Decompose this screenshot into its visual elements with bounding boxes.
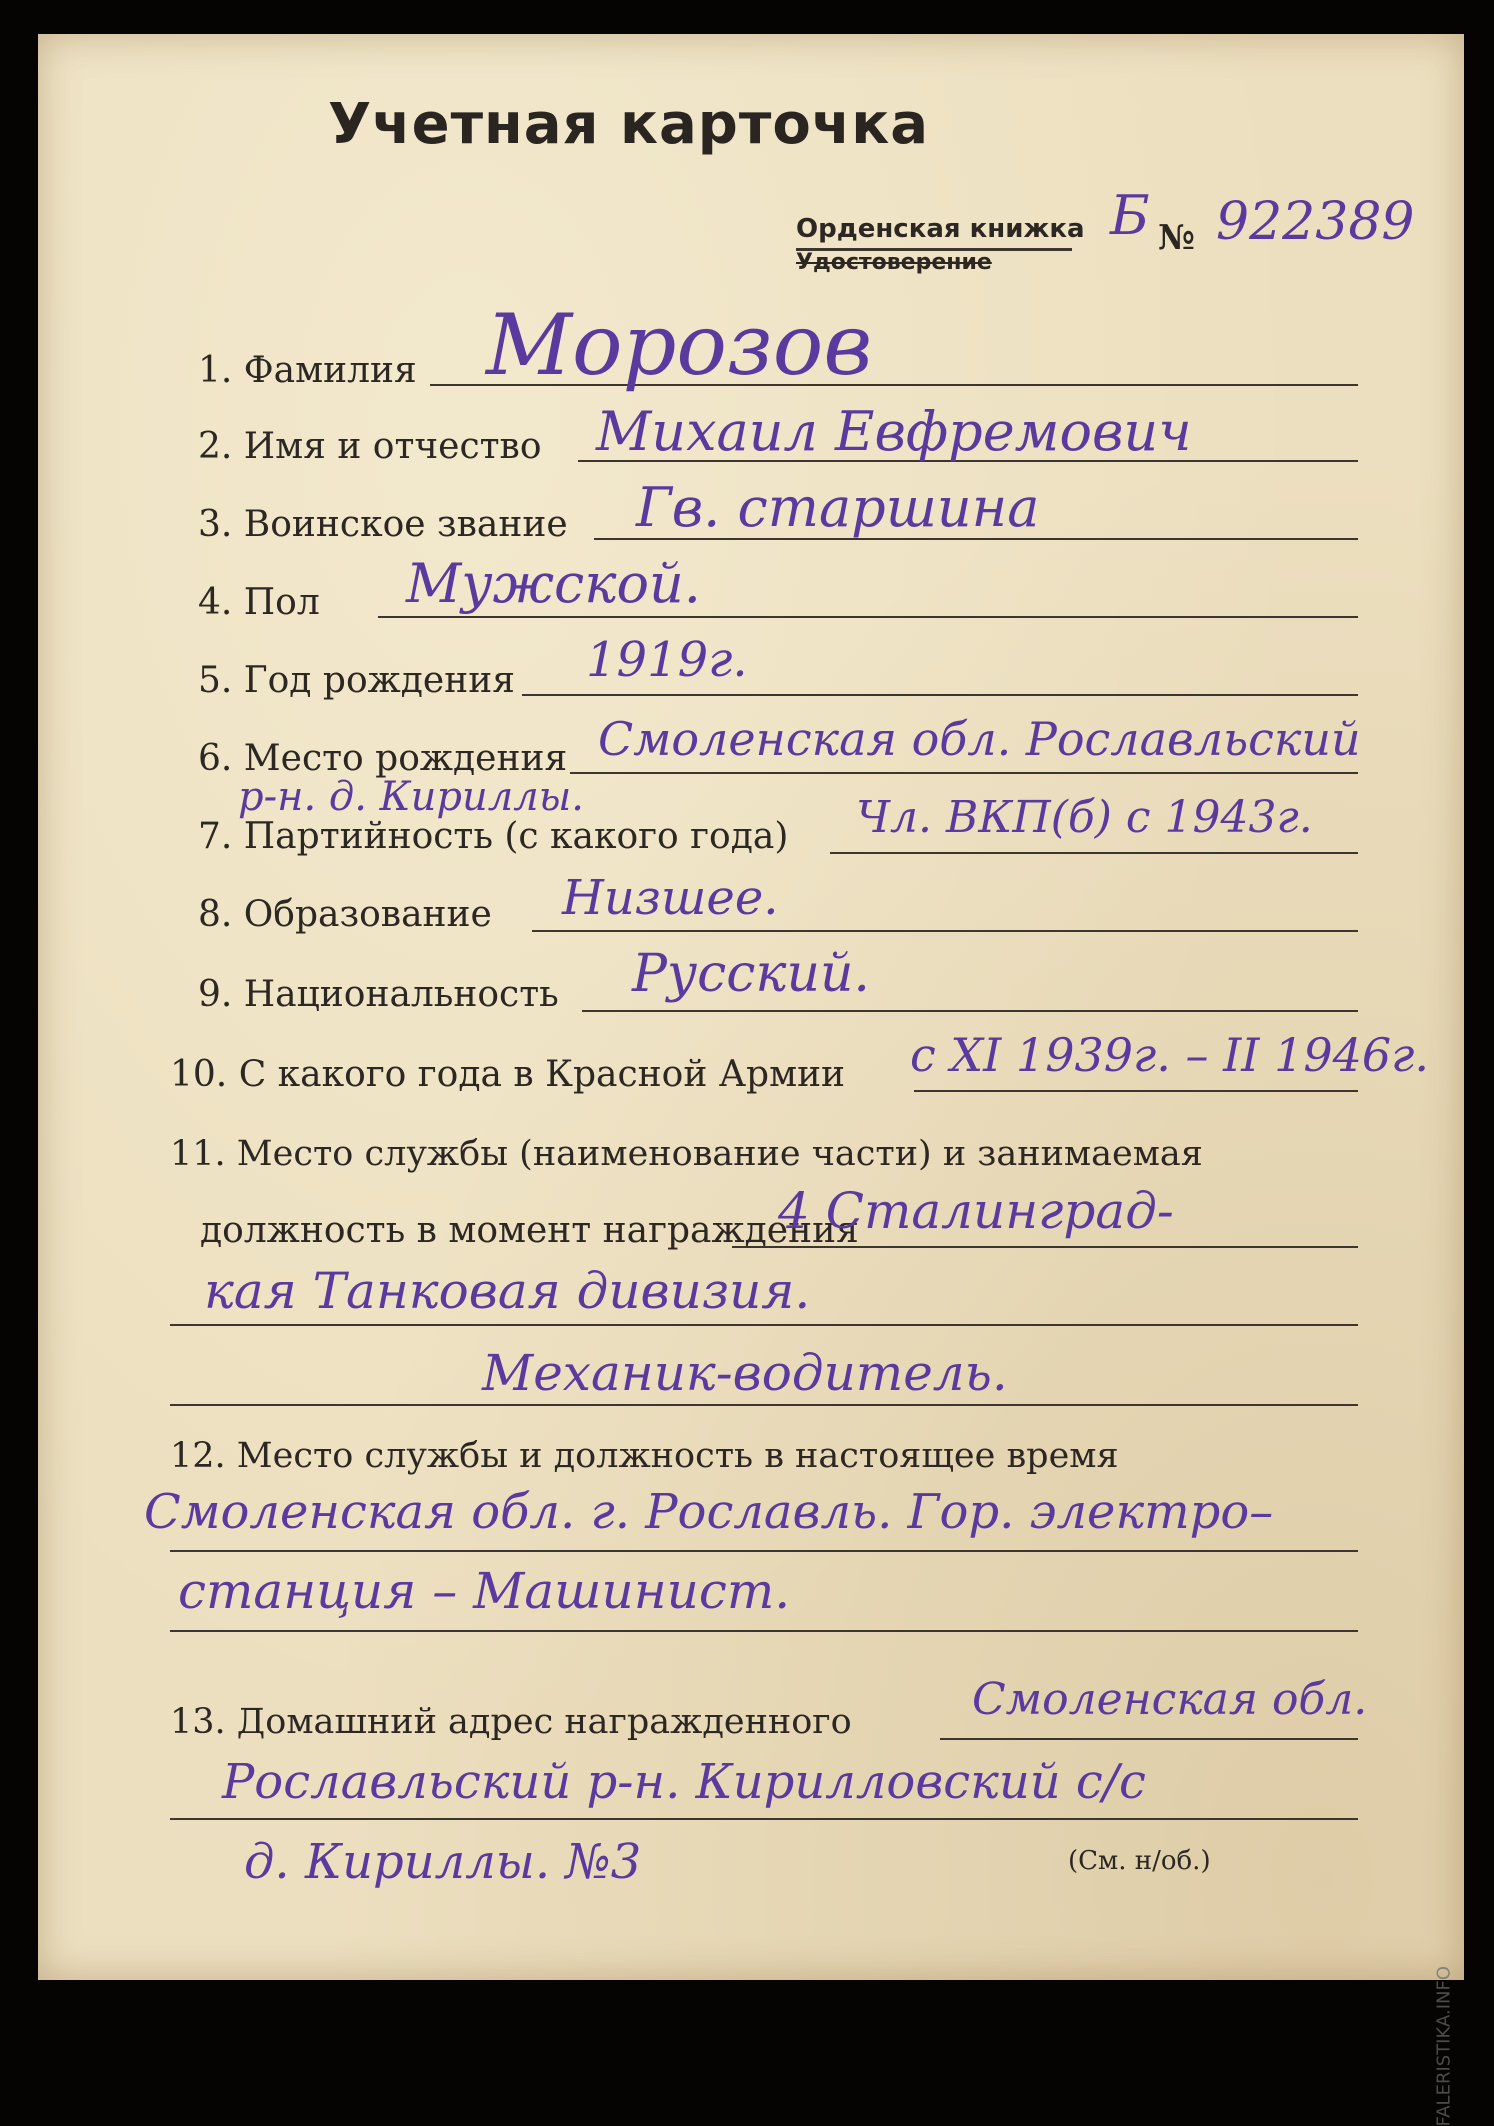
field-address-value-2: Рославльский р-н. Кирилловский с/с bbox=[222, 1754, 1146, 1810]
field-birthplace-label: 6. Место рождения bbox=[198, 738, 568, 779]
field-party-line bbox=[830, 852, 1358, 854]
field-education-line bbox=[532, 930, 1358, 932]
field-unit-line-3 bbox=[170, 1404, 1358, 1406]
footer-note: (См. н/об.) bbox=[1068, 1846, 1211, 1876]
field-name-label: 2. Имя и отчество bbox=[198, 426, 542, 467]
record-card bbox=[38, 34, 1464, 1980]
field-birthplace-value-2: р-н. д. Кириллы. bbox=[238, 774, 584, 820]
field-army-value: с XI 1939г. – II 1946г. bbox=[910, 1028, 1430, 1082]
field-address-label: 13. Домашний адрес награжденного bbox=[170, 1702, 852, 1742]
field-address-value-3: д. Кириллы. №3 bbox=[244, 1834, 642, 1890]
site-watermark: FALERISTIKA.INFO bbox=[1433, 1966, 1454, 2126]
order-book-label: Орденская книжка bbox=[796, 214, 1085, 244]
number-sign: № bbox=[1158, 218, 1195, 258]
field-sex-label: 4. Пол bbox=[198, 582, 320, 623]
field-nationality-line bbox=[582, 1010, 1358, 1012]
field-birthplace-line bbox=[570, 772, 1358, 774]
order-book-underline bbox=[796, 248, 1072, 251]
field-unit-label-2: должность в момент награждения bbox=[200, 1210, 859, 1251]
order-book-series: Б bbox=[1110, 184, 1150, 247]
field-unit-value-3: Механик-водитель. bbox=[482, 1344, 1008, 1402]
field-unit-line-1 bbox=[732, 1246, 1358, 1248]
field-current-line-2 bbox=[170, 1630, 1358, 1632]
order-book-number: 922389 bbox=[1216, 192, 1415, 252]
field-surname-label: 1. Фамилия bbox=[198, 350, 417, 391]
field-current-value: Смоленская обл. г. Рославль. Гор. электро– bbox=[144, 1484, 1274, 1540]
field-address-value: Смоленская обл. bbox=[972, 1674, 1368, 1725]
field-address-line-1 bbox=[940, 1738, 1358, 1740]
field-rank-label: 3. Воинское звание bbox=[198, 504, 568, 545]
field-address-line-2 bbox=[170, 1818, 1358, 1820]
field-nationality-value: Русский. bbox=[632, 944, 870, 1004]
field-army-label: 10. С какого года в Красной Армии bbox=[170, 1054, 846, 1095]
field-current-label: 12. Место службы и должность в настоящее время bbox=[170, 1436, 1119, 1476]
field-unit-line-2 bbox=[170, 1324, 1358, 1326]
field-birthplace-value: Смоленская обл. Рославльский bbox=[598, 712, 1361, 766]
field-current-value-2: станция – Машинист. bbox=[178, 1562, 791, 1620]
field-birthyear-line bbox=[522, 694, 1358, 696]
field-surname-value: Морозов bbox=[486, 296, 873, 394]
field-birthyear-label: 5. Год рождения bbox=[198, 660, 515, 701]
field-name-value: Михаил Евфремович bbox=[596, 400, 1192, 463]
card-title: Учетная карточка bbox=[328, 92, 930, 157]
field-unit-value: 4 Сталинград- bbox=[778, 1182, 1174, 1240]
field-education-label: 8. Образование bbox=[198, 894, 492, 935]
field-party-label: 7. Партийность (с какого года) bbox=[198, 816, 789, 857]
field-unit-value-2: кая Танковая дивизия. bbox=[204, 1262, 811, 1320]
field-education-value: Низшее. bbox=[562, 870, 779, 926]
field-army-line bbox=[914, 1090, 1358, 1092]
field-birthyear-value: 1919г. bbox=[586, 632, 748, 688]
field-unit-label: 11. Место службы (наименование части) и занимаемая bbox=[170, 1134, 1203, 1174]
field-rank-value: Гв. старшина bbox=[636, 476, 1040, 539]
field-sex-value: Мужской. bbox=[406, 552, 701, 615]
field-party-value: Чл. ВКП(б) с 1943г. bbox=[856, 792, 1313, 843]
field-current-line-1 bbox=[170, 1550, 1358, 1552]
certificate-label-struck: Удостоверение bbox=[796, 250, 992, 275]
field-nationality-label: 9. Национальность bbox=[198, 974, 559, 1015]
field-sex-line bbox=[378, 616, 1358, 618]
